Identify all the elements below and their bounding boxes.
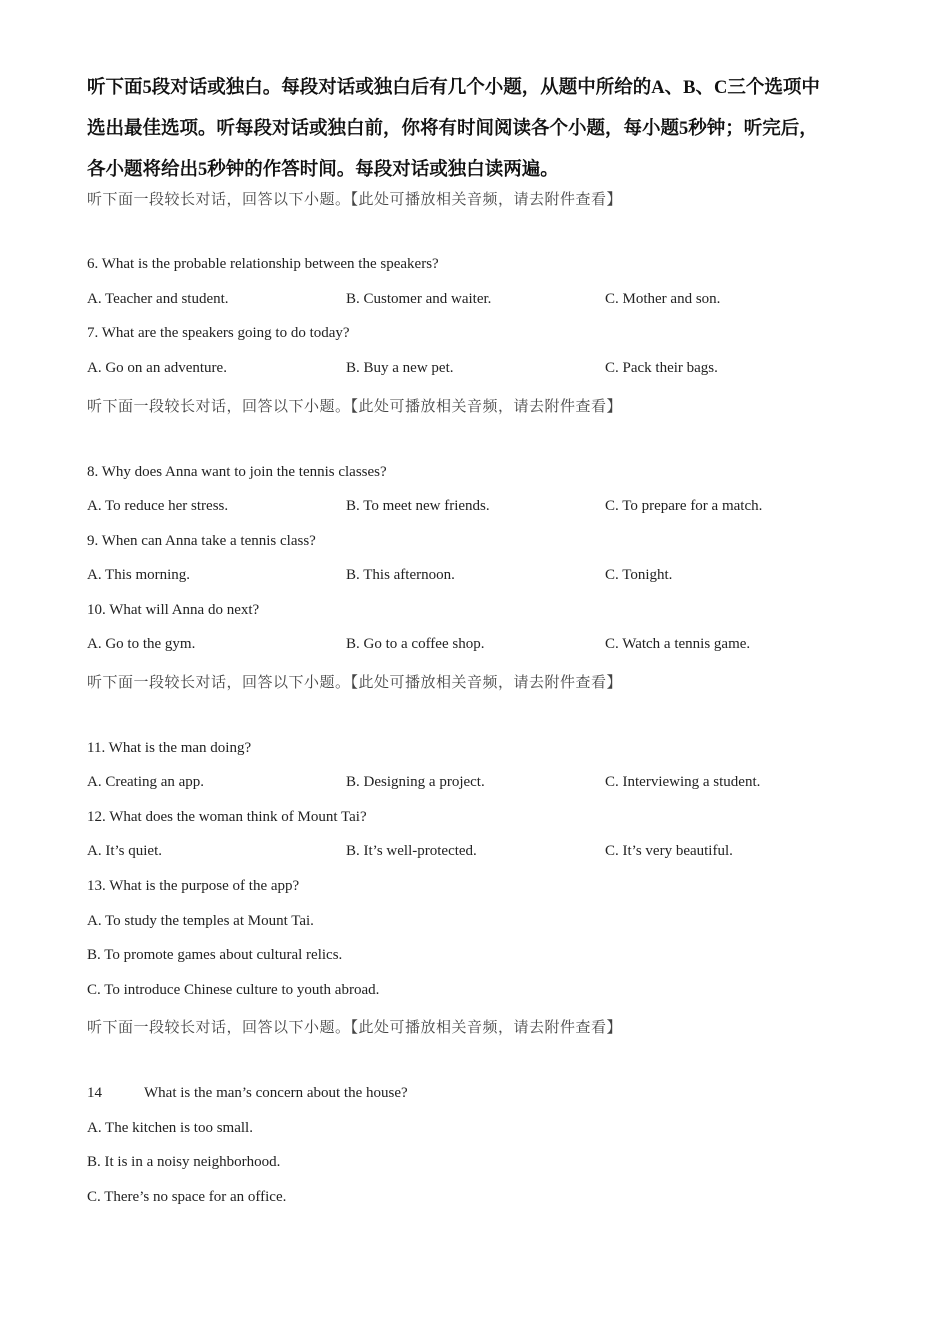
question-14 [87,1085,408,1102]
question-7-option-c: C. Pack their bags. [605,360,718,376]
question-11-option-b: B. Designing a project. [346,774,485,790]
question-9-option-b: B. This afternoon. [346,567,455,583]
question-11-option-c: C. Interviewing a student. [605,774,761,790]
section-note-4: 听下面一段较长对话，回答以下小题。【此处可播放相关音频，请去附件查看】 [87,1020,623,1036]
question-11: 11. What is the man doing? [87,740,252,756]
question-9-option-a: A. This morning. [87,567,191,583]
question-6: 6. What is the probable relationship between the speakers? [87,256,439,272]
question-12: 12. What does the woman think of Mount Tai? [87,809,367,825]
question-6-option-c: C. Mother and son. [605,291,721,307]
question-8-option-c: C. To prepare for a match. [605,498,763,514]
question-12-option-a: A. It’s quiet. [87,843,162,859]
question-14-number: 14 [87,1085,102,1101]
question-13: 13. What is the purpose of the app? [87,878,300,894]
question-8-option-b: B. To meet new friends. [346,498,490,514]
question-10-option-a: A. Go to the gym. [87,636,196,652]
question-7-option-b: B. Buy a new pet. [346,360,454,376]
question-14-option-c: C. There’s no space for an office. [87,1189,287,1205]
question-14-stem: What is the man’s concern about the house? [144,1085,408,1101]
question-10: 10. What will Anna do next? [87,602,260,618]
question-10-option-b: B. Go to a coffee shop. [346,636,485,652]
question-13-option-c: C. To introduce Chinese culture to youth abroad. [87,982,380,998]
section-note-3: 听下面一段较长对话，回答以下小题。【此处可播放相关音频，请去附件查看】 [87,675,623,691]
question-7-option-a: A. Go on an adventure. [87,360,227,376]
question-14-option-a: A. The kitchen is too small. [87,1120,253,1136]
question-10-option-c: C. Watch a tennis game. [605,636,751,652]
section-note-1: 听下面一段较长对话，回答以下小题。【此处可播放相关音频，请去附件查看】 [87,192,623,208]
question-12-option-c: C. It’s very beautiful. [605,843,733,859]
question-13-option-b: B. To promote games about cultural relics. [87,947,343,963]
question-8-option-a: A. To reduce her stress. [87,498,229,514]
question-8: 8. Why does Anna want to join the tennis classes? [87,464,387,480]
question-12-option-b: B. It’s well-protected. [346,843,477,859]
instructions-line-1: 听下面5段对话或独白。每段对话或独白后有几个小题，从题中所给的A、B、C三个选项中 [87,78,820,98]
question-7: 7. What are the speakers going to do today? [87,325,350,341]
question-14-option-b: B. It is in a noisy neighborhood. [87,1154,281,1170]
instructions-line-2: 选出最佳选项。听每段对话或独白前，你将有时间阅读各个小题，每小题5秒钟；听完后， [87,119,818,139]
question-9: 9. When can Anna take a tennis class? [87,533,316,549]
section-note-2: 听下面一段较长对话，回答以下小题。【此处可播放相关音频，请去附件查看】 [87,399,623,415]
question-11-option-a: A. Creating an app. [87,774,205,790]
question-13-option-a: A. To study the temples at Mount Tai. [87,913,314,929]
listening-instructions [87,68,877,191]
instructions-line-3: 各小题将给出5秒钟的作答时间。每段对话或独白读两遍。 [87,160,559,180]
question-6-option-b: B. Customer and waiter. [346,291,492,307]
question-9-option-c: C. Tonight. [605,567,673,583]
question-6-option-a: A. Teacher and student. [87,291,229,307]
